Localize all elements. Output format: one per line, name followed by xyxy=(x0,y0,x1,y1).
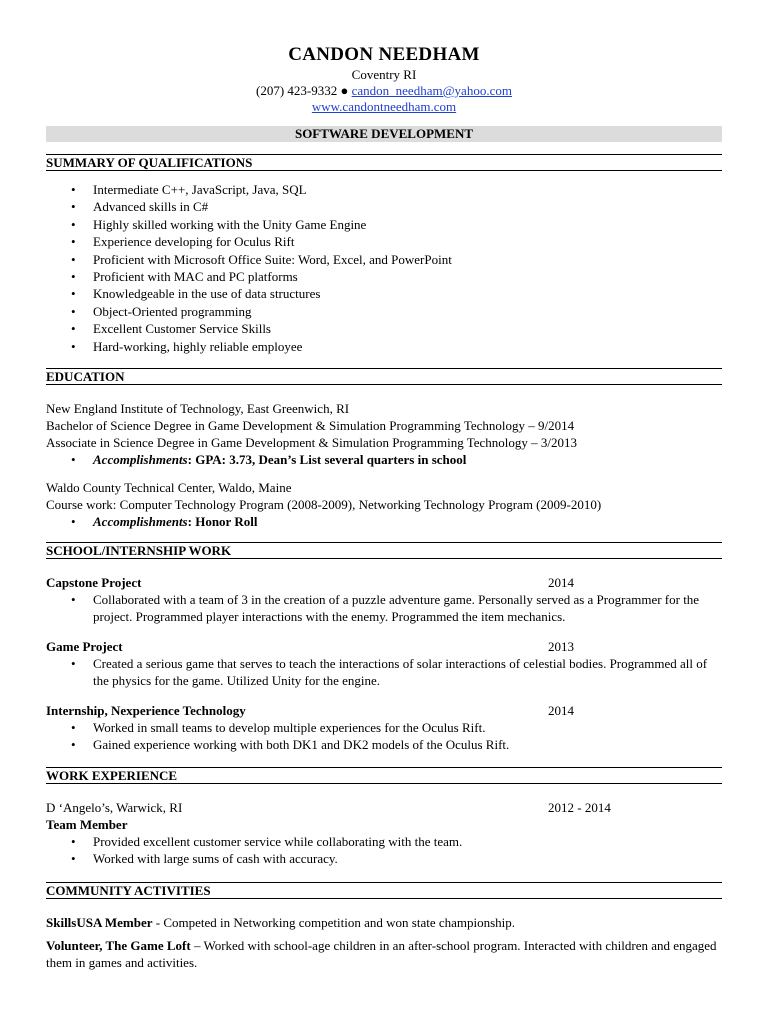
community-item: SkillsUSA Member - Competed in Networking competition and won state championship. xyxy=(46,915,516,930)
projects-list xyxy=(46,574,722,753)
job-title: Team Member xyxy=(46,817,128,832)
work-duty: • Worked with large sums of cash with accuracy. xyxy=(46,850,722,867)
education-section xyxy=(46,368,722,531)
project-header xyxy=(46,702,722,719)
candidate-name: CANDON NEEDHAM xyxy=(288,44,480,65)
project-year: 2014 xyxy=(548,575,574,590)
qualification-item: • Intermediate C++, JavaScript, Java, SQL xyxy=(46,181,722,198)
qualification-item: • Hard-working, highly reliable employee xyxy=(46,338,722,355)
email-link[interactable]: candon_needham@yahoo.com xyxy=(351,83,512,98)
project-header xyxy=(46,574,722,591)
school-name: New England Institute of Technology, East Greenwich, RI xyxy=(46,401,350,416)
employer-row xyxy=(46,799,722,816)
website-link[interactable]: www.candontneedham.com xyxy=(311,99,457,114)
project-entry xyxy=(46,574,722,626)
resume-page xyxy=(46,0,722,1024)
project-details xyxy=(46,655,722,690)
qualification-item: • Experience developing for Oculus Rift xyxy=(46,233,722,250)
qualifications-section xyxy=(46,154,722,355)
objective-banner: SOFTWARE DEVELOPMENT xyxy=(46,126,722,142)
project-name: Capstone Project xyxy=(46,575,142,590)
project-header xyxy=(46,638,722,655)
project-details xyxy=(46,591,722,626)
degree: Associate in Science Degree in Game Development & Simulation Programming Technology – 3/2013 xyxy=(46,435,578,450)
school-name: Waldo County Technical Center, Waldo, Maine xyxy=(46,480,292,496)
work-section xyxy=(46,767,722,868)
qualification-item: • Object-Oriented programming xyxy=(46,303,722,320)
community-item: Volunteer, The Game Loft – Worked with school-age children in an after-school program. Interacted with children and engaged them in games and activities. xyxy=(46,938,717,970)
project-year: 2013 xyxy=(548,638,574,654)
qualification-item: • Excellent Customer Service Skills xyxy=(46,320,722,337)
employment-years: 2012 - 2014 xyxy=(548,800,611,815)
qualifications-list xyxy=(46,181,722,355)
degree: Bachelor of Science Degree in Game Development & Simulation Programming Technology – 9/2014 xyxy=(46,418,575,433)
project-detail: • Collaborated with a team of 3 in the creation of a puzzle adventure game. Personally served as a Programmer for the project. Programmed player interactions with the enemy. Programmed the item mechanics. xyxy=(46,591,722,626)
school-work-section xyxy=(46,542,722,753)
bullet-separator: ● xyxy=(340,83,349,98)
qualification-item: • Advanced skills in C# xyxy=(46,198,722,215)
project-detail: • Worked in small teams to develop multiple experiences for the Oculus Rift. xyxy=(46,719,722,736)
qualification-item: • Highly skilled working with the Unity Game Engine xyxy=(46,216,722,233)
course-work: Course work: Computer Technology Program (2008-2009), Networking Technology Program (2009-2010) xyxy=(46,497,602,513)
candidate-location: Coventry RI xyxy=(351,67,417,82)
section-title: SCHOOL/INTERNSHIP WORK xyxy=(46,542,722,559)
section-title: COMMUNITY ACTIVITIES xyxy=(46,882,722,899)
project-entry xyxy=(46,638,722,690)
qualification-item: • Proficient with MAC and PC platforms xyxy=(46,268,722,285)
section-title: SUMMARY OF QUALIFICATIONS xyxy=(46,154,722,171)
project-detail: • Gained experience working with both DK1 and DK2 models of the Oculus Rift. xyxy=(46,736,722,753)
work-duties xyxy=(46,833,722,868)
accomplishment-item: • Accomplishments: GPA: 3.73, Dean’s List several quarters in school xyxy=(46,451,722,468)
section-title: EDUCATION xyxy=(46,368,722,385)
project-name: Game Project xyxy=(46,638,123,654)
qualification-item: • Proficient with Microsoft Office Suite: Word, Excel, and PowerPoint xyxy=(46,251,722,268)
contact-line xyxy=(46,83,722,99)
qualification-item: • Knowledgeable in the use of data structures xyxy=(46,285,722,302)
work-duty: • Provided excellent customer service while collaborating with the team. xyxy=(46,833,722,850)
employer-name: D ‘Angelo’s, Warwick, RI xyxy=(46,800,183,815)
project-year: 2014 xyxy=(548,702,574,718)
project-entry xyxy=(46,702,722,754)
community-section xyxy=(46,882,722,971)
section-title: WORK EXPERIENCE xyxy=(46,767,722,784)
project-details xyxy=(46,719,722,754)
project-name: Internship, Nexperience Technology xyxy=(46,702,246,718)
resume-header xyxy=(46,43,722,115)
project-detail: • Created a serious game that serves to teach the interactions of solar interactions of celestial bodies. Programmed all of the physics for the game. Utilized Unity for the engine. xyxy=(46,655,722,690)
phone-number: (207) 423-9332 xyxy=(256,83,338,98)
accomplishment-item: • Accomplishments: Honor Roll xyxy=(46,513,722,530)
